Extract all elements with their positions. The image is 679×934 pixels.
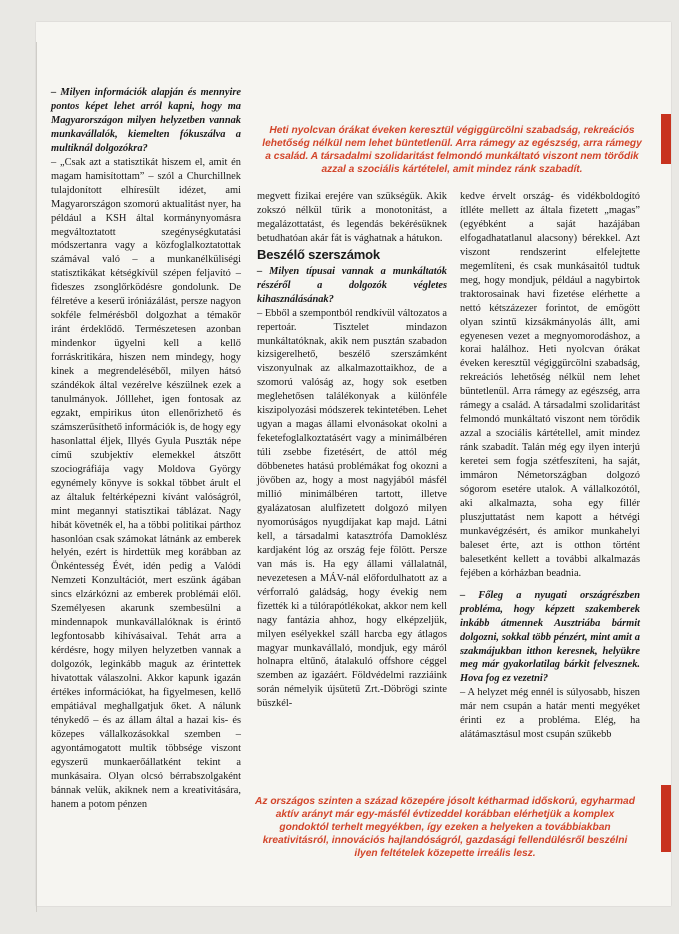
red-edge-tab-top <box>661 114 671 164</box>
page-edge-line <box>36 42 37 912</box>
interview-answer-3: kedve érvelt ország- és vidékboldogító ítlléte mellett az általa fizetett „magas” (egyébként a saját hazájában elfogadhatatlanul alacsony) bérekkel. Azt viszont rendszerint elfelejtette megemlíteni, és csak munkásaitól tudtuk meg, hogy mondjuk, például a nagybirtok traktorosainak havi fizetése elérhette a nettó kétszázezer forintot, de emögött olyan szintű kizsákmányolás állt, ami egyenesen vezet a megnyomorodáshoz, a korai halálhoz. Heti nyolcvan órákat éveken keresztül végiggürcölni szabadság, rekreációs lehetőség nélkül nem lehet büntetlenül. Arra rámegy az egészség, arra rámegy a család. A társadalmi szolidaritást felmondó munkáltató viszont nem törődik azzal a szociális kártétellel, amit mindez ránk szabadít. Talán még egy ilyen interjú keretei sem fogja szétfeszíteni, ha saját, immáron Németországban dolgozó sógorom esetére utalok. A vállalkozótól, aki alkalmazta, soha egy fillér pluszjuttatást nem kapott a hétvégi munkavégzésért, és amikor munkahelyi baleset érte, azt is otthon történt balesetként kellett a további alkalmazás fejében a kórházban beadnia. <box>460 191 640 579</box>
answer-continuation: megvett fizikai erejére van szükségük. Akik zokszó nélkül tűrik a monotonitást, a megalázottatást, és legendás bekérésüknek betudhatóan akár fát is vághatnak a hátukon. <box>257 191 447 244</box>
interview-answer-1: – „Csak azt a statisztikát hiszem el, amit én magam hamisítottam” – szól a Churchillnek tulajdonított elhíresült idézet, ami Magyarországon szomorú aktualitást nyer, ha például a KSH által kormánynyomásra megváltoztatott szegénységkutatási módszertanra vagy a közfoglalkoztatottak számával való – a munkanélküliségi statisztikákat kétségkívül szépen feljavító – fideszes zsonglőrködésre gondolunk. De félretéve a keserű iróniázálást, persze nagyon sokféle felmérésből dolgozhat a témakör iránt érdeklődő. Természetesen azonban mindenkor ügyelni kell a kellő forráskritikára, hiszen nem mindegy, hogy kinek a megrendeléséből, milyen hátsó szándékok által vezérelve készülnek ezek a tanulmányok. Jólllehet, igen fontosak az egzakt, empirikus úton ellenőrizhető és számszerűsíthető információk is, de hogy egy hasonlattal éljek, Illyés Gyula Puszták népe című szubjektív elemekkel átszőtt szociográfiája vagy Moldova György egynémely könyve is sokkal többet árult el az általuk feltérképezni kívánt valóságról, mint megannyi statisztikai táblázat. Nagy hibát követnék el, ha a többi politikai párthoz hasonlóan csak számokat látnánk az emberek helyén, ezért is hirdettük meg korábban az Önkéntesség Évét, idén pedig a Valódi Nemzeti Konzultációt, mert eszünk ágában sincs elzárkózni az emberek problémái elől. Személyesen akarunk szembesülni a mindennapok munkavállalóknak is érintő legfontosabb kihívásaival. Tehát arra a kérdésre, hogy milyen helyzetben vannak a dolgozók, leginkább maguk az érintettek hivatottak válaszolni. Akkor kapunk igazán értékes információkat, ha figyelmesen, kellő empátiával meghallgatjuk őket. A nálunk ténykedő – és az állam által a hazai kis- és közepes vállalkozásokkal szemben – agyontámogatott multik többsége viszont egyszerű munkaerőállatként tekint a munkásaira. Olyan olcsó bérrabszolgaként bánnak velük, akiknek nem a kreativitására, hanem a potom pénzen <box>51 156 241 810</box>
interview-question-1: – Milyen információk alapján és mennyire pontos képet lehet arról kapni, hogy ma Magyarországon milyen helyzetben vannak munkavállalók, kiemelten fókuszálva a multiknál dolgozókra? <box>51 87 241 154</box>
subheading: Beszélő szerszámok <box>257 246 380 262</box>
interview-question-3: – Főleg a nyugati országrészben probléma, hogy képzett szakemberek inkább átmennek Ausztriába bármit dolgozni, sokkal több pénzért, mint amit a szakmájukban itthon keresnek, helyükre meg már gyakorlatilag bárkit felvesznek. Hova fog ez vezetni? <box>460 589 640 685</box>
article-column-3 <box>460 190 640 742</box>
pullquote-top: Heti nyolcvan órákat éveken keresztül végiggürcölni szabadság, rekreációs lehetőség nélkül nem lehet büntetlenül. Arra rámegy az egészség, arra rámegy a család. A társadalmi szolidaritást felmondó munkáltató viszont nem törődik azzal a szociális kártételel, amit mindez ránk szabadít. <box>262 125 642 175</box>
pullquote-bottom: Az országos szinten a század közepére jósolt kétharmad időskorú, egyharmad aktív arányt már egy-másfél évtizeddel korábban elérhetjük a komplex gondoktól terhelt megyékben, így ezeken a helyeken a továbbiakban kreativitásról, innovációs hajlandóságról, gazdasági fellendülésről beszélni ilyen feltételek közepette irreális lesz. <box>255 796 635 859</box>
article-column-1 <box>51 86 241 812</box>
interview-question-2: – Milyen típusai vannak a munkáltatók részéről a dolgozók végletes kihasználásának? <box>257 265 447 305</box>
article-column-2 <box>257 190 447 711</box>
interview-answer-4: – A helyzet még ennél is súlyosabb, hiszen már nem csupán a határ menti megyéket érinti ez a probléma. Elég, ha alátámasztásul most csupán szűkebb <box>460 687 640 741</box>
red-edge-tab-bottom <box>661 785 671 852</box>
interview-answer-2: – Ebből a szempontból rendkívül változatos a repertoár. Tisztelet mindazon munkáltatóknak, akik nem pusztán szabadon kizsigerelhető, beszélő szerszámként viszonyulnak az alkalmazottaikhoz, de a szomorú valóság az, hogy sok esetben meglehetősen találékonyak a különféle kiszipolyozási módszerek tekintetében. Lehet ugyan a magas állami elvonásokat okolni a feketefoglalkoztatásért vagy a minimálbéren túli zsebbe fizetésért, de attól még döbbenetes hatású problémákat fog okozni a jövőben az, hogy a most nagyjából másfél millió minimálbéren tartott, illetve gyalázatosan alulfizetett dolgozó milyen nyomorúságos nyugdíjakat kap majd. Látni kell, a társadalmi katasztrófa Damoklész kardjaként lóg az ország feje fölött. Persze van más is. Ha egy állami vállalatnál, nevezetesen a MÁV-nál előfordulhatott az a vérforraló galádság, hogy évekig nem fizették ki a túlórapótlékokat, akkor nem kell nagy fantázia ahhoz, hogy elképzeljük, milyen esélyekkel száll harcba egy átlagos magyar munkavállaló, mondjuk, egy máról holnapra eltűnő, átalakuló offshore céggel szemben az igazáért. Földvédelmi razziáink során némelyik újsütetű Zrt.-Döbrögi szinte büszkél- <box>257 307 447 710</box>
